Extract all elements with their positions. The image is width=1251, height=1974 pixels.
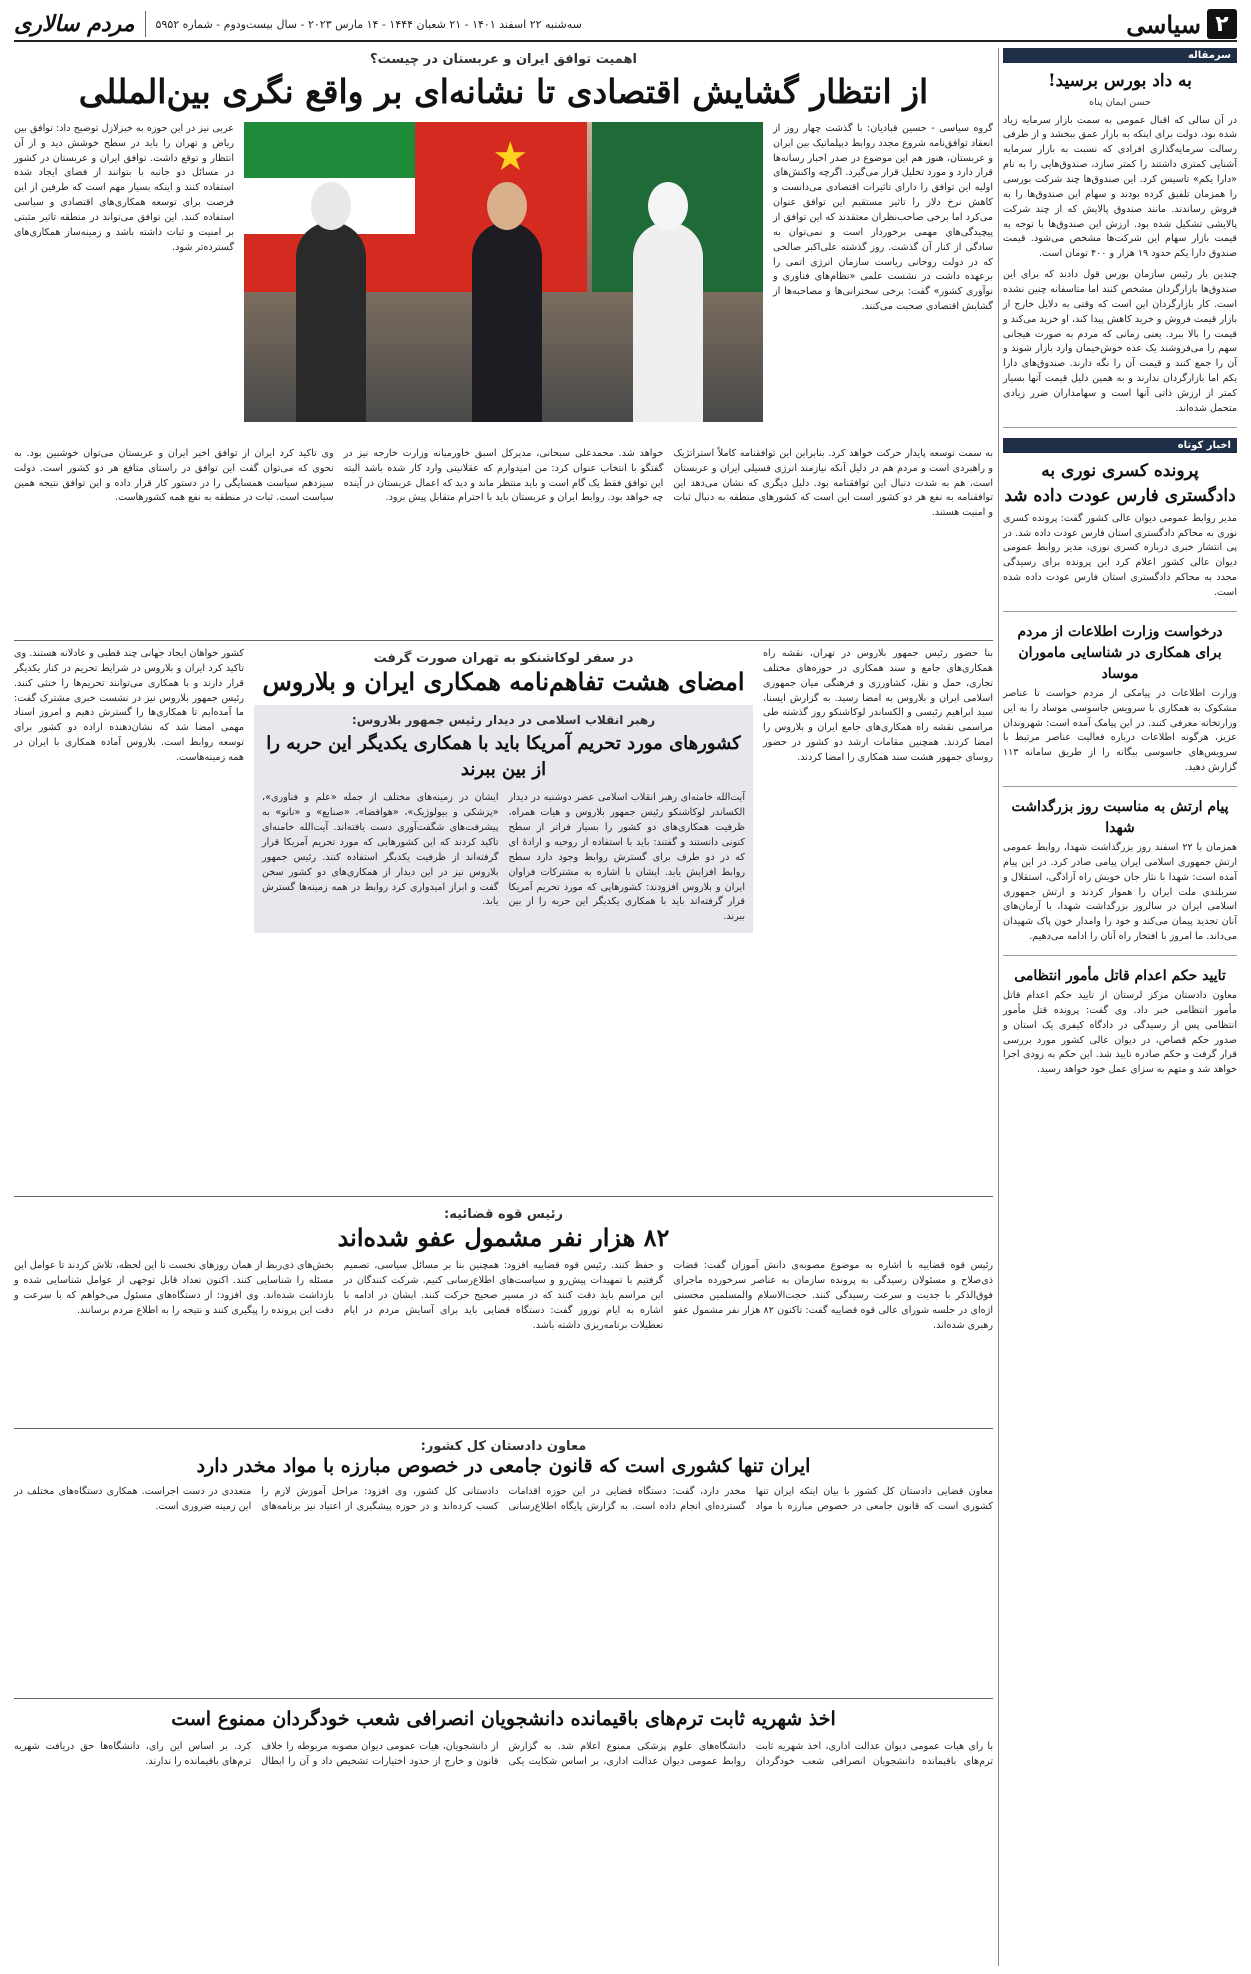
pardon-kicker: رئیس قوه قضائیه: — [444, 1207, 563, 1222]
editorial-tag: سرمقاله — [1003, 48, 1237, 63]
pardon-text: و حفظ کنند. رئیس قوه قضاییه افزود: همچنین بنا بر مسائل سیاسی، تصمیم گرفتیم با تمهیدات پیش‌رو و سیاست‌های اطلاع‌رسانی کنیم. شرکت کنندگان در این مراسم باید دقت کنند که در مسیر صحیح حرکت کنند. ایشان در ادامه با اشاره به ایام نوروز گفت: دستگاه قضایی باید برای آسایش مردم در ایام تعطیلات برنامه‌ریزی داشته باشد. — [343, 1260, 664, 1331]
main-content — [14, 48, 993, 1966]
news-text: همزمان با ۲۲ اسفند روز بزرگداشت شهدا، روابط عمومی ارتش جمهوری اسلامی ایران پیامی صادر کرد. در این پیام آمده است: شهدا با نثار جان خویش راه آزادگی، استقلال و سربلندی ملت ایران را هموار کردند و ارتش جمهوری اسلامی ایران در سالروز بزرگداشت شهدا، با آرمان‌های آنان تجدید پیمان می‌کند و خود را وامدار خون پاک شهیدان می‌داند. ما امروز با افتخار راه آنان را ادامه می‌دهیم. — [1003, 842, 1237, 943]
lead-col-left — [14, 122, 234, 437]
person-figure — [472, 222, 542, 422]
news-title: پرونده کسری نوری به دادگستری فارس عودت داده شد — [1004, 460, 1236, 507]
tuition-headline: اخذ شهریه ثابت ترم‌های باقیمانده دانشجویان انصرافی شعب خودگردان ممنوع است — [171, 1708, 836, 1730]
editorial-author: حسن ایمان پناه — [1089, 96, 1151, 108]
editorial-text-cont: چندین بار رئیس سازمان بورس قول دادند که برای این صندوق‌ها بازارگردان مشخص کنند اما متاسفانه چنین نشده است. کار بازارگردان این است که وقتی به دلایل خارج از بازار قیمت فروش و خرید کاهش پیدا کند، او خرید می‌کند و قیمت را بالا ببرد. یعنی زمانی که مردم به صورت هیجانی سهم را می‌فروشند یک عده خوش‌خیمان وارد بازار شوند و آن را جمع کنند و قیمت آن را نگه دارند. صندوق‌های دارا یکم اما بازارگردان ندارند و به همین دلیل قیمت آنها بسیار کمتر از ارزش ذاتی آنها است و سهامداران ضرر زیادی متحمل شده‌اند. — [1003, 269, 1237, 414]
section-name: سیاسی — [1126, 9, 1201, 39]
editorial-text: در آن سالی که اقبال عمومی به سمت بازار سرمایه زیاد شده بود، دولت برای اینکه به بازار عمق ببخشد و از طرفی رسالت سرمایه‌گذاری افرادی که نسبت به بازار سرمایه آشنایی کمتری داشتند را کمتر سازد، صندوق‌هایی را به نام «دارا یکم» تاسیس کرد. این صندوق‌ها چند شرکت بورسی را همزمان تلفیق کرده بودند و سهام این صندوق‌ها را به فروش رساندند. مانند صندوق پالایش که از چند شرکت پالایشی تشکیل شده بود. ارزش این صندوق‌ها با توجه به قیمت بازار سهام این شرکت‌ها مشخص می‌شود. قیمت صندوق دارا یکم حدود ۱۹ هزار و ۴۰۰ تومان است. — [1003, 114, 1237, 260]
news-title: تایید حکم اعدام قاتل مأمور انتظامی — [1014, 968, 1226, 985]
section-header — [1126, 9, 1237, 39]
news-text: معاون دادستان مرکز لرستان از تایید حکم اعدام قاتل مأمور انتظامی خبر داد. وی گفت: پرونده قتل مأمور انتظامی پس از رسیدگی در دادگاه کیفری یک استان و صدور حکم قصاص، در دیوان عالی کشور مورد بررسی قرار گرفت و حکم صادره تایید شد. این حکم به زودی اجرا خواهد شد و متهم به سزای عمل خود خواهد رسید. — [1003, 990, 1237, 1076]
lead-text: گروه سیاسی - حسین قبادیان: با گذشت چهار روز از انعقاد توافق‌نامه شروع مجدد روابط دیپلماتیک بین ایران و عربستان، هنوز هم این موضوع در صدر اخبار رسانه‌ها قرار دارد و مورد تحلیل قرار می‌گیرد. اگرچه واکنش‌های اولیه این توافق را دارای تاثیرات اقتصادی می‌دانست و کاهش نرخ دلار را تاثیر مستقیم این توافق عنوان می‌کرد اما برخی صاحب‌نظران معتقدند که این توافق از پیچیدگی‌های مهمی برخوردار است و نمی‌توان به سادگی از کنار آن گذشت. روز گذشته علی‌اکبر صالحی که در دولت روحانی ریاست سازمان انرژی اتمی را برعهده داشت در نشست علمی «نظام‌های فناوری و نوآوری کشور» گفت: برخی سخنرانی‌ها و مصاحبه‌ها از گشایش اقتصادی صحبت می‌کنند. — [773, 122, 993, 313]
belarus-kicker: در سفر لوکاشنکو به تهران صورت گرفت — [373, 651, 634, 666]
lead-text: به سمت توسعه پایدار حرکت خواهد کرد. بنابراین این توافقنامه کاملاً استراتژیک و راهبردی است و مردم هم در دلیل آنکه نیازمند انرژی فسیلی ایران و عربستان است، هم به شدت دنبال این توافقنامه بود. دلیل دیگری که نشان می‌دهد این توافقنامه به نفع هر دو کشور است این است که کشورهای منطقه به دنبال ثبات و امنیت هستند. — [673, 447, 993, 519]
tuition-story — [14, 1698, 993, 1958]
pardon-story — [14, 1196, 993, 1358]
box-title: کشورهای مورد تحریم آمریکا باید با همکاری یکدیگر این حربه را از بین ببرند — [266, 733, 741, 781]
belarus-col-right — [763, 647, 993, 933]
belarus-story — [14, 640, 993, 1188]
lead-text: وی تاکید کرد ایران از توافق اخیر ایران و عربستان می‌توان خوشبین بود. به نحوی که می‌توان گفت این توافق در راستای منافع هر دو کشور است. دولت سیزدهم سیاست همسایگی را در دستور کار قرار داده و این توافق نتیجه همین سیاست است. ثبات در منطقه به نفع همه کشورهاست. — [13, 447, 334, 504]
lead-story — [14, 48, 993, 630]
lead-photo-wrap — [244, 122, 763, 437]
lead-bottom-right — [673, 447, 993, 521]
head — [648, 182, 688, 230]
news-text: وزارت اطلاعات در پیامکی از مردم خواست تا عناصر مشکوک به همکاری با سرویس جاسوسی موساد را به این وزارتخانه معرفی کنند. در این پیامک آمده است: شهروندان عزیز، هرگونه اطلاعات درباره فعالیت عناصر مرتبط با سرویس‌های جاسوسی بیگانه را از طریق سامانه ۱۱۳ گزارش دهید. — [1003, 687, 1237, 774]
head — [311, 182, 351, 230]
head — [487, 182, 527, 230]
lead-col-right — [773, 122, 993, 437]
news-title: درخواست وزارت اطلاعات از مردم برای همکاری در شناسایی ماموران موساد — [1017, 623, 1223, 682]
person-figure — [296, 222, 366, 422]
person-figure — [633, 222, 703, 422]
leader-meeting-box — [254, 705, 753, 933]
lead-bottom-mid — [344, 447, 664, 521]
lead-photo — [244, 122, 763, 422]
belarus-text: بنا حضور رئیس جمهور بلاروس در تهران، نقشه راه همکاری‌های جامع و سند همکاری در حوزه‌های مختلف تجاری، حمل و نقل، کشاورزی و فرهنگی میان جمهوری اسلامی ایران و بلاروس به امضا رسید. به گزارش ایسنا، سید ابراهیم رئیسی و الکساندر لوکاشنکو روز گذشته طی مراسمی نقشه راه همکاری‌های جامع ایران و بلاروس را امضا کردند. همچنین مقامات ارشد دو کشور در حضور روسای جمهور هشت سند همکاری را امضا کردند. — [763, 648, 993, 764]
lead-bottom-left — [14, 447, 334, 521]
paper-name: مردم سالاری — [14, 11, 146, 37]
lead-text: خواهد شد. محمدعلی سبحانی، مدیرکل اسبق خاورمیانه وزارت خارجه نیز در گفتگو با انتخاب عنوان کرد: من امیدوارم که عقلانیتی وارد کار شده باشد البته این توافق فقط یک گام است و باید منتظر ماند و دید که اعمال عربستان در آینده چه خواهد بود. روابط ایران و عربستان باید با احترام متقابل پیش برود. — [343, 447, 664, 504]
lead-text: عربی نیز در این حوزه به خیزلازل توضیح داد: توافق بین ریاض و تهران را باید در سطح خوشش دید و از آن انتظار و توقع داشت. توافق ایران و عربستان در کشور در مسائل دو جانبه با بتوانند از فضای ایجاد شده استفاده کنند و اینکه بسیار مهم است که طرفین از این فرصت برای توسعه همکاری‌های اقتصادی و سیاسی استفاده کنند. این توافق می‌تواند در منطقه تاثیر مثبتی بر امنیت و ثبات داشته باشد و زمینه‌ساز همکاری‌های گسترده‌تر شود. — [14, 122, 234, 253]
pardon-text: بخش‌های ذی‌ربط از همان روزهای نخست تا این لحظه، تلاش کردند تا عوامل این مسئله را شناسایی کنند. اکنون تعداد قابل توجهی از عوامل شناسایی شده و بازداشت شده‌اند. وی افزود: از دستگاه‌های مسئول می‌خواهم که با سرعت و دقت این پرونده را پیگیری کنند و نتیجه را به اطلاع مردم برسانند. — [13, 1260, 334, 1316]
editorial-title: به داد بورس برسید! — [1048, 71, 1192, 91]
divider — [1003, 786, 1237, 787]
drug-law-story — [14, 1428, 993, 1558]
masthead — [14, 8, 1237, 42]
dateline: سه‌شنبه ۲۲ اسفند ۱۴۰۱ - ۲۱ شعبان ۱۴۴۴ - ۱۴ مارس ۲۰۲۳ - سال بیست‌ودوم - شماره ۵۹۵۲ — [155, 17, 582, 31]
box-kicker: رهبر انقلاب اسلامی در دیدار رئیس جمهور بلاروس: — [351, 713, 656, 728]
divider — [1003, 955, 1237, 956]
short-news-tag: اخبار کوتاه — [1003, 438, 1237, 453]
tuition-text: با رای هیات عمومی دیوان عدالت اداری، اخذ شهریه ثابت ترم‌های باقیمانده دانشجویان انصرافی شعب خودگردان دانشگاه‌های علوم پزشکی ممنوع اعلام شد. به گزارش روابط عمومی دیوان عدالت اداری، بر اساس شکایت یکی از دانشجویان، هیات عمومی دیوان مصوبه مربوطه را خلاف قانون و خارج از حدود اختیارات تشخیص داد و آن را ابطال کرد. بر اساس این رای، دانشگاه‌ها حق دریافت شهریه ترم‌های باقیمانده را ندارند. — [14, 1740, 993, 1767]
pardon-headline: ۸۲ هزار نفر مشمول عفو شده‌اند — [337, 1223, 670, 1252]
belarus-center — [254, 647, 753, 933]
news-title: پیام ارتش به مناسبت روز بزرگداشت شهدا — [1011, 799, 1229, 836]
page-number: ۲ — [1207, 9, 1237, 39]
star-icon: ★ — [492, 133, 529, 180]
news-text: مدیر روابط عمومی دیوان عالی کشور گفت: پرونده کسری نوری به محاکم دادگستری استان فارس عودت داده شد. در پی انتشار خبری درباره کسری نوری، مدیر روابط عمومی دیوان عالی کشور اعلام کرد این پرونده برای رسیدگی مجدد به محاکم دادگستری استان فارس عودت داده شده است. — [1003, 512, 1237, 598]
belarus-col-left — [14, 647, 244, 933]
law-kicker: معاون دادستان کل کشور: — [420, 1439, 587, 1454]
belarus-headline: امضای هشت تفاهم‌نامه همکاری ایران و بلاروس — [262, 667, 745, 696]
belarus-text: کشور خواهان ایجاد جهانی چند قطبی و عادلانه هستند. وی تاکید کرد ایران و بلاروس در شرایط تحریم در کنار یکدیگر قرار دارند و با همکاری می‌توانند تحریم‌ها را خنثی کنند. رئیس جمهور بلاروس نیز در نشست خبری مشترک گفت: ما آمده‌ایم تا همکاری‌ها را گسترش دهیم و امروز اسناد مهمی امضا شد که نشان‌دهنده اراده دو کشور برای توسعه روابط است. بلاروس آماده همکاری با ایران در همه زمینه‌هاست. — [14, 648, 244, 764]
lead-kicker: اهمیت توافق ایران و عربستان در چیست؟ — [370, 52, 637, 67]
sidebar — [1003, 48, 1237, 1966]
law-headline: ایران تنها کشوری است که قانون جامعی در خصوص مبارزه با مواد مخدر دارد — [196, 1455, 811, 1477]
divider — [1003, 611, 1237, 612]
lead-headline: از انتظار گشایش اقتصادی تا نشانه‌ای بر واقع نگری بین‌المللی — [78, 72, 929, 111]
column-divider — [998, 48, 999, 1966]
pardon-text: رئیس قوه قضاییه با اشاره به موضوع مصوبه‌ی دانش آموزان گفت: قضات ذی‌صلاح و مسئولان رسیدگی به پرونده سازمان به عناصر سرخورده ماجرای فوق‌الذکر با جدیت و سرعت رسیدگی کنند. حجت‌الاسلام والمسلمین محسنی اژه‌ای در جلسه شورای عالی قوه قضاییه گفت: تاکنون ۸۲ هزار نفر مشمول عفو رهبری شده‌اند. — [673, 1260, 994, 1331]
box-text: آیت‌الله خامنه‌ای رهبر انقلاب اسلامی عصر دوشنبه در دیدار الکساندر لوکاشنکو رئیس جمهور بلاروس و هیات همراه، ظرفیت همکاری‌های دو کشور را بسیار فراتر از سطح کنونی دانستند و گفتند: باید با استفاده از روحیه و ارادهٔ ای که در دو طرف برای گسترش روابط وجود دارد سطح روابط افزایش یابد. ایشان با اشاره به مشترکات فراوان ایران و بلاروس افزودند: کشورهایی که مورد تحریم آمریکا قرار گرفته‌اند باید با همکاری یکدیگر این حربه را از بین ببرند. — [508, 792, 745, 923]
box-text: ایشان در زمینه‌های مختلف از جمله «علم و فناوری»، «پزشکی و بیولوژیک»، «هوافضا»، «صنایع» و «نانو» به پیشرفت‌های شگفت‌آوری دست یافته‌اند. آیت‌الله خامنه‌ای تاکید کردند که این کشورهایی که مورد تحریم آمریکا قرار گرفته‌اند از ظرفیت یکدیگر استفاده کنند. رئیس جمهور بلاروس نیز در این دیدار از همکاری‌های دو کشور سخن گفت و ابراز امیدواری کرد روابط در همه زمینه‌ها گسترش یابد. — [262, 792, 499, 908]
law-text: معاون قضایی دادستان کل کشور با بیان اینکه ایران تنها کشوری است که قانون جامعی در خصوص مبارزه با مواد مخدر دارد، گفت: دستگاه قضایی در این حوزه اقدامات گسترده‌ای انجام داده است. به گزارش پایگاه اطلاع‌رسانی دادستانی کل کشور، وی افزود: مراحل آموزش لازم را کسب کرده‌اند و در حوزه پیشگیری از اعتیاد نیز برنامه‌های متعددی در دست اجراست. همکاری دستگاه‌های مختلف در این زمینه ضروری است. — [14, 1485, 993, 1512]
divider — [1003, 427, 1237, 428]
